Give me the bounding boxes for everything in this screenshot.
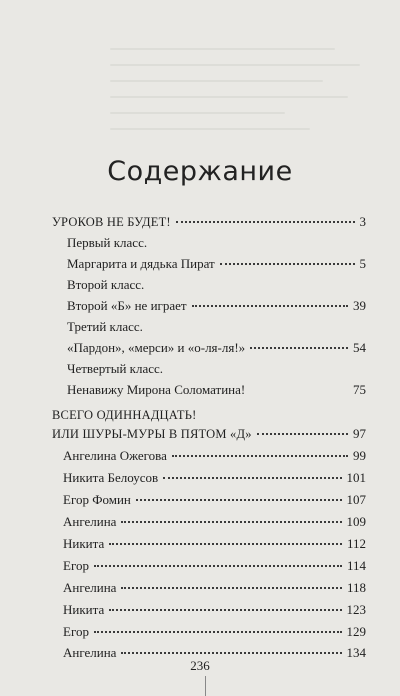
- toc-entry-page: 39: [353, 298, 366, 313]
- toc-part-2: [52, 426, 366, 442]
- toc-entry-label: Егор Фомин: [63, 492, 131, 507]
- toc-entry-label: Ангелина: [63, 645, 117, 660]
- toc-entry-page: 107: [346, 492, 366, 507]
- toc-entry: [63, 470, 366, 486]
- dot-leader: [250, 347, 348, 349]
- toc-entry: [63, 536, 366, 552]
- toc-part-1: [52, 214, 366, 230]
- toc-entry: [67, 361, 366, 377]
- toc-part-1-label: УРОКОВ НЕ БУДЕТ!: [52, 215, 171, 229]
- toc-entry: [67, 298, 366, 314]
- toc-entry-label: Егор: [63, 558, 89, 573]
- toc-entry-label: Второй «Б» не играет: [67, 298, 187, 313]
- dot-leader: [136, 499, 342, 501]
- toc-entry-page: 54: [353, 340, 366, 355]
- dot-leader: [176, 221, 355, 223]
- dot-leader: [172, 455, 348, 457]
- toc-part-2-label-line-1: ВСЕГО ОДИННАДЦАТЬ!: [52, 408, 197, 422]
- toc-entry-label: «Пардон», «мерси» и «о-ля-ля!»: [67, 340, 246, 355]
- toc-part-2-line-1: [52, 408, 366, 423]
- toc-entry-label: Второй класс.: [67, 277, 145, 292]
- toc-entry: [67, 382, 366, 398]
- toc-entry: [63, 492, 366, 508]
- toc-entry-label: Ангелина: [63, 514, 117, 529]
- toc-entry: [63, 448, 366, 464]
- toc-entry-label: Первый класс.: [67, 235, 148, 250]
- dot-leader: [109, 543, 342, 545]
- toc-entry: [63, 624, 366, 640]
- page-number: 236: [190, 658, 210, 673]
- toc-entry: [63, 580, 366, 596]
- toc-entry-label: Третий класс.: [67, 319, 143, 334]
- dot-leader: [257, 433, 348, 435]
- contents-title: Содержание: [107, 156, 293, 187]
- dot-leader: [94, 631, 342, 633]
- toc-entry: [63, 602, 366, 618]
- toc-entry-page: 109: [346, 514, 366, 529]
- toc-entry-label: Четвертый класс.: [67, 361, 164, 376]
- toc-entry-page: 118: [346, 580, 366, 595]
- toc-entry: [67, 340, 366, 356]
- dot-leader: [94, 565, 342, 567]
- toc-part-1-page: 3: [359, 214, 366, 229]
- toc-entry-label: Ненавижу Мирона Соломатина!: [67, 382, 246, 397]
- toc-entry-label: Никита: [63, 602, 105, 617]
- toc-entry-page: 75: [353, 382, 366, 397]
- page-edge-mark: [205, 676, 206, 696]
- toc-entry-page: 129: [346, 624, 366, 639]
- toc-entry-page: 114: [346, 558, 366, 573]
- toc-entry-label: Никита Белоусов: [63, 470, 159, 485]
- toc-part-2-page: 97: [353, 426, 366, 441]
- toc-entry-label: Маргарита и дядька Пират: [67, 256, 215, 271]
- dot-leader: [121, 652, 341, 654]
- toc-entry: [67, 235, 366, 251]
- dot-leader: [192, 305, 348, 307]
- toc-entry: [63, 514, 366, 530]
- toc-entry-page: 5: [359, 256, 366, 271]
- toc-entry: [67, 319, 366, 335]
- dot-leader: [109, 609, 341, 611]
- toc-entry: [67, 256, 366, 272]
- toc-entry-page: 112: [346, 536, 366, 551]
- toc-entry-label: Ангелина: [63, 580, 117, 595]
- toc-entry-label: Ангелина Ожегова: [63, 448, 167, 463]
- dot-leader: [163, 477, 341, 479]
- toc-part-2-label-line-2: ИЛИ ШУРЫ-МУРЫ В ПЯТОМ «Д»: [52, 427, 252, 441]
- dot-leader: [121, 587, 342, 589]
- dot-leader: [220, 263, 355, 265]
- toc-entry-page: 134: [346, 645, 366, 660]
- toc-entry-label: Егор: [63, 624, 89, 639]
- toc-entry-page: 101: [346, 470, 366, 485]
- toc-entry: [63, 558, 366, 574]
- show-through-text: [110, 48, 360, 148]
- dot-leader: [121, 521, 341, 523]
- toc-entry-page: 99: [353, 448, 366, 463]
- toc-entry: [67, 277, 366, 293]
- toc-entry-page: 123: [346, 602, 366, 617]
- toc-entry-label: Никита: [63, 536, 105, 551]
